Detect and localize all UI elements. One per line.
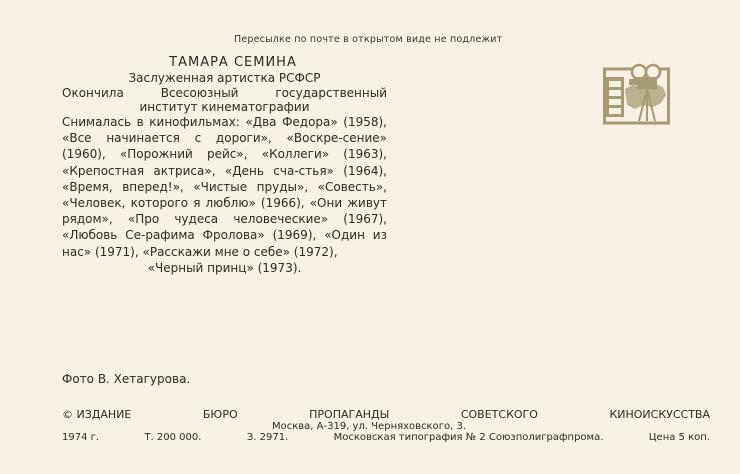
publisher-word: БЮРО — [202, 408, 238, 421]
imprint-year: 1974 г. — [62, 432, 100, 443]
actress-title: Заслуженная артистка РСФСР — [128, 71, 321, 85]
publisher-line — [62, 408, 710, 421]
actress-name: ТАМАРА СЕМИНА — [169, 55, 297, 70]
filmography-text: Снималась в кинофильмах: «Два Федора» (1958), «Все начинается с дороги», «Воскре-сение» (1960), «Порожний рейс», «Коллеги» (1963), «Крепостная актриса», «День сча-стья» (1964), «Время, вперед!», «Чистые пруды», «Совесть», «Человек, которого я люблю» (1966), «Они живут рядом», «Про чудеса человеческие» (1967), «Любовь Се-рафима Фролова» (1969), «Один из нас» (1971), «Расскажи мне о себе» (1972), — [62, 115, 387, 259]
publisher-word: © ИЗДАНИЕ — [62, 408, 132, 421]
photo-credit: Фото В. Хетагурова. — [62, 372, 191, 386]
filmography-last-line: «Черный принц» (1973). — [147, 260, 302, 275]
publisher-word: СОВЕТСКОГО — [460, 408, 538, 421]
postal-note: Пересылке по почте в открытом виде не подлежит — [234, 34, 503, 45]
publisher-word: ПРОПАГАНДЫ — [309, 408, 390, 421]
education-line-1: Окончила Всесоюзный государственный — [62, 86, 387, 100]
imprint-printer: Московская типография № 2 Союзполиграфпрома. — [333, 432, 604, 443]
imprint-price: Цена 5 коп. — [648, 432, 710, 443]
publisher-address: Москва, А-319, ул. Черняховского, 3. — [272, 421, 466, 432]
biography-block — [62, 55, 387, 276]
imprint-print-run: Т. 200 000. — [144, 432, 202, 443]
film-camera-stamp-icon — [603, 63, 670, 125]
imprint-order: З. 2971. — [246, 432, 289, 443]
imprint-line — [62, 432, 710, 443]
education-line-2: институт кинематографии — [139, 100, 310, 114]
publisher-word: КИНОИСКУССТВА — [609, 408, 710, 421]
